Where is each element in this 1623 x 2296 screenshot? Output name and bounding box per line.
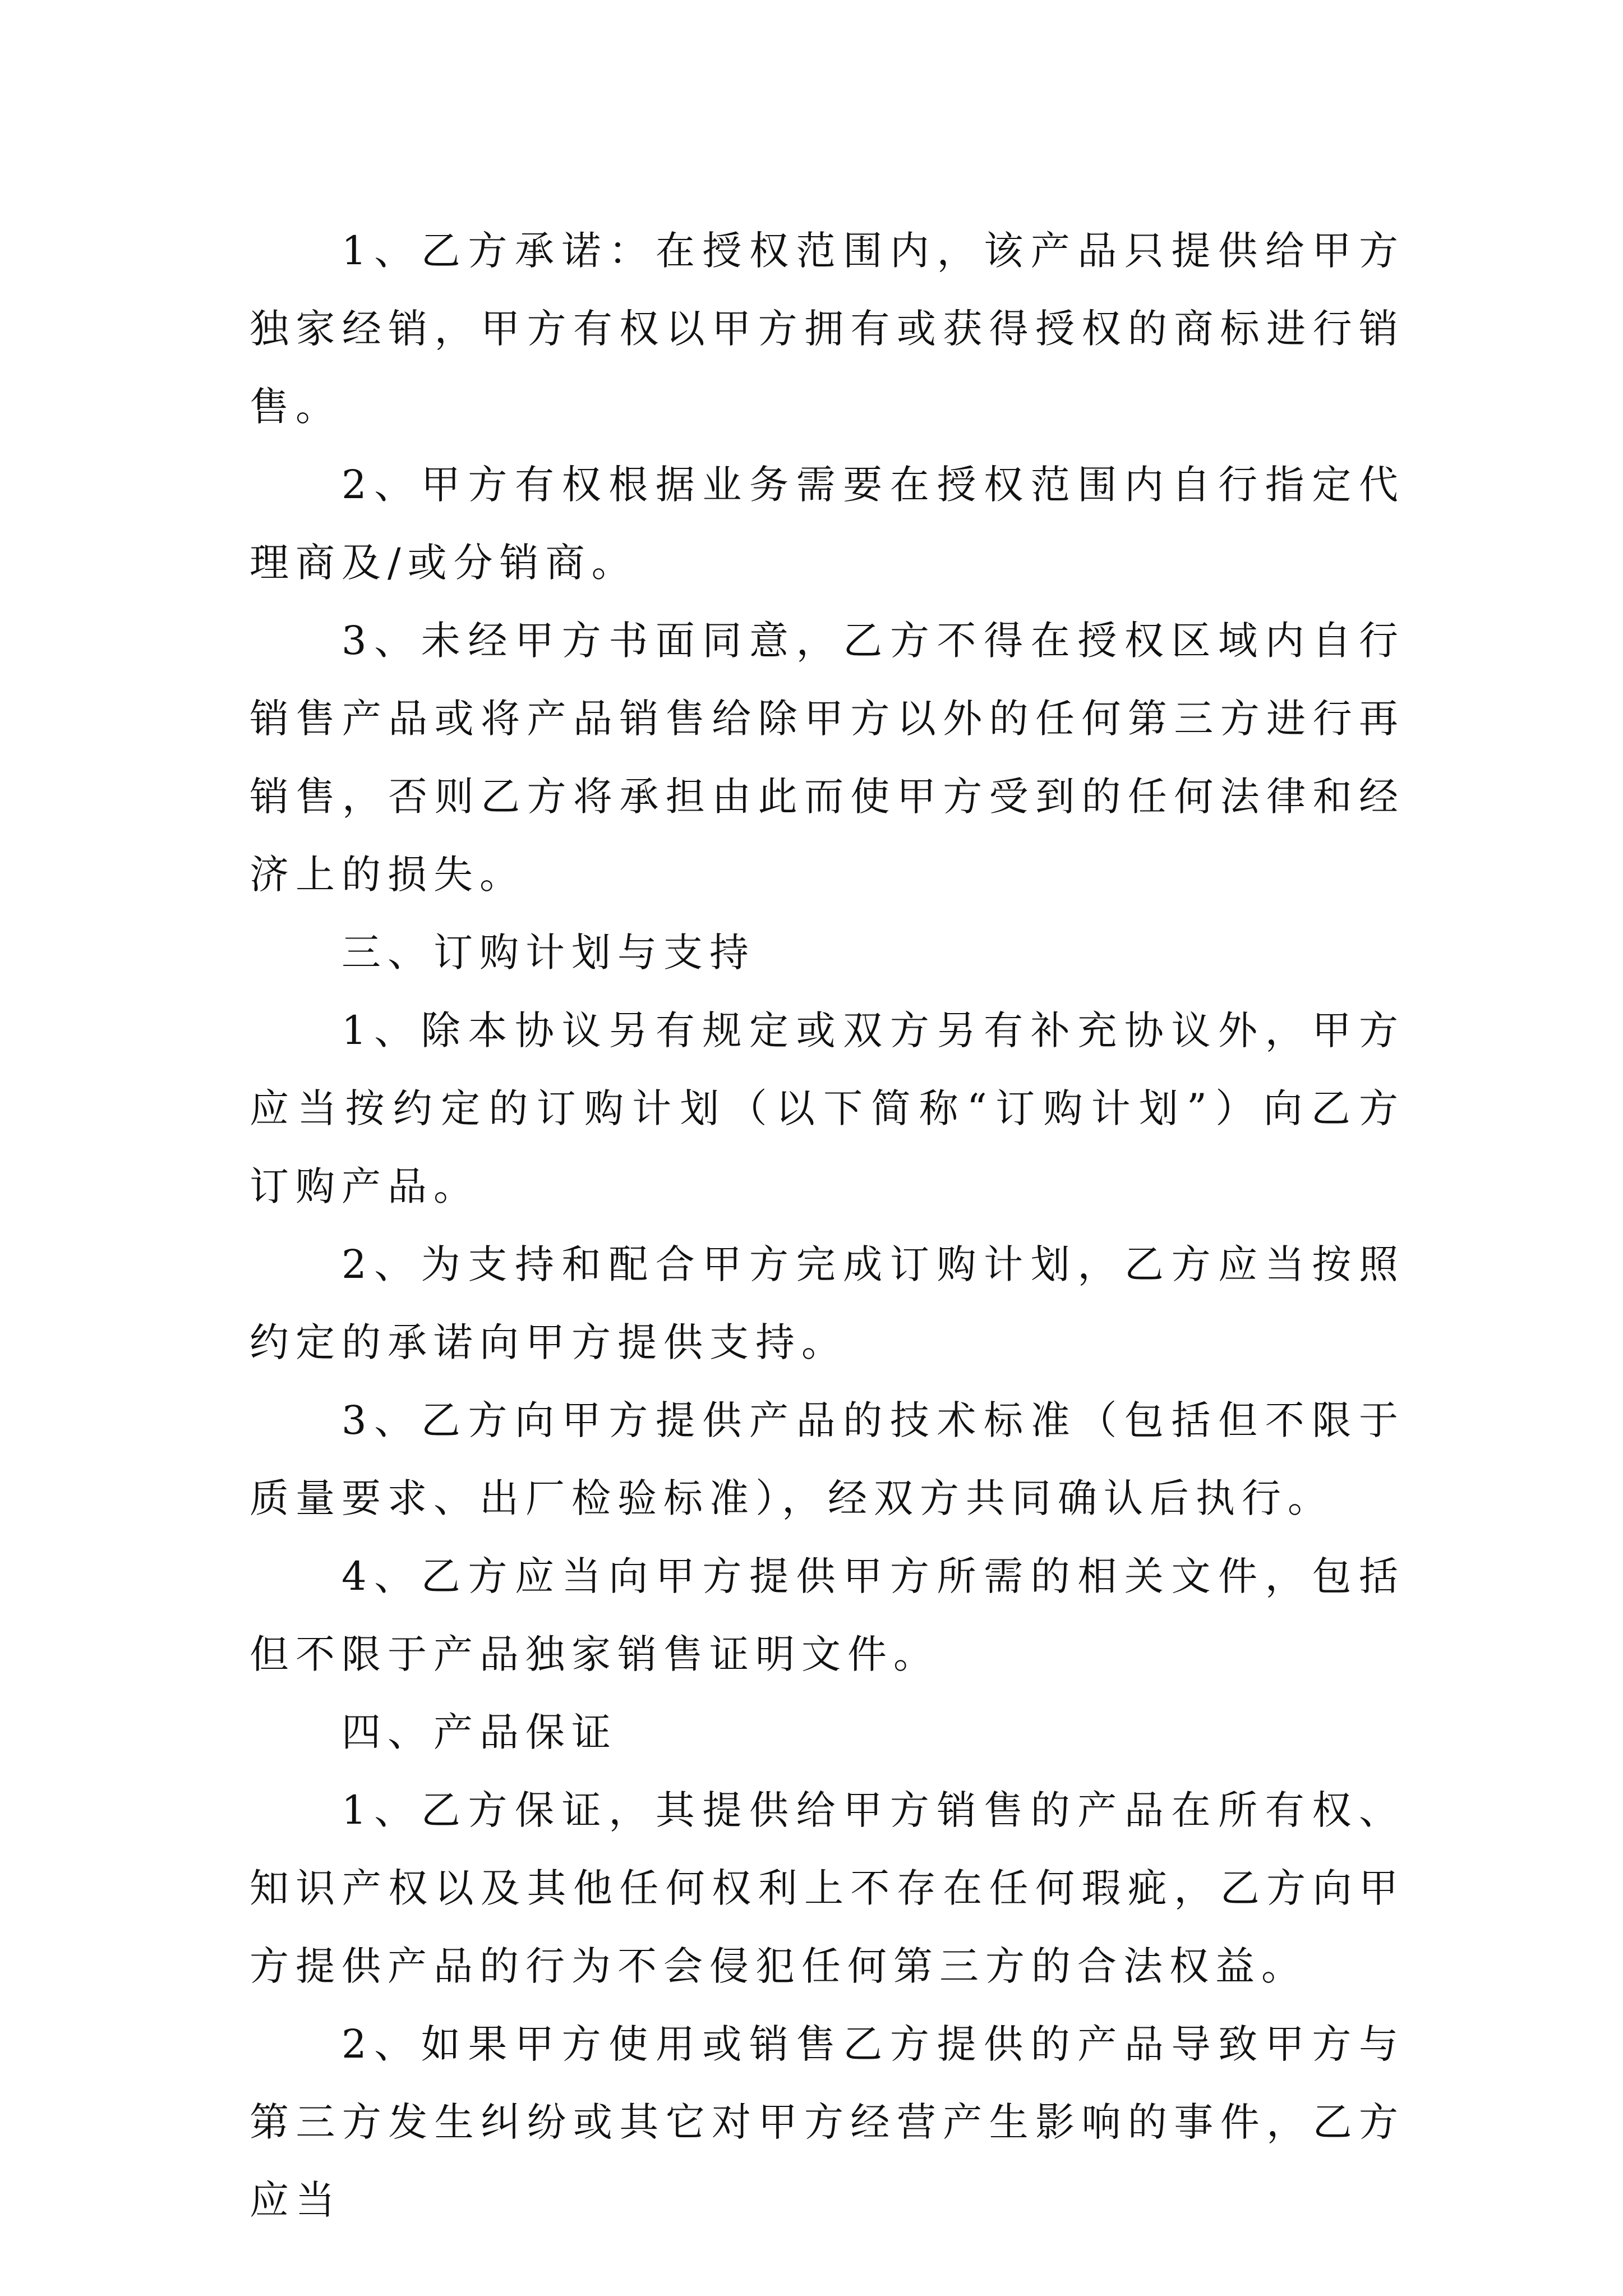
paragraph-support: 2、为支持和配合甲方完成订购计划，乙方应当按照约定的承诺向甲方提供支持。 — [250, 1241, 1405, 1365]
paragraph-documents: 4、乙方应当向甲方提供甲方所需的相关文件，包括但不限于产品独家销售证明文件。 — [250, 1553, 1405, 1677]
section-heading-warranty: 四、产品保证 — [342, 1709, 617, 1755]
document-body — [250, 212, 1405, 2239]
paragraph-rights-warranty: 1、乙方保证，其提供给甲方销售的产品在所有权、知识产权以及其他任何权利上不存在任何瑕疵，乙方向甲方提供产品的行为不会侵犯任何第三方的合法权益。 — [250, 1787, 1405, 1989]
section-heading-ordering: 三、订购计划与支持 — [342, 930, 755, 976]
paragraph-exclusive-supply: 1、乙方承诺：在授权范围内，该产品只提供给甲方独家经销，甲方有权以甲方拥有或获得授权的商标进行销售。 — [250, 228, 1405, 430]
paragraph-no-direct-sales: 3、未经甲方书面同意，乙方不得在授权区域内自行销售产品或将产品销售给除甲方以外的任何第三方进行再销售，否则乙方将承担由此而使甲方受到的任何法律和经济上的损失。 — [250, 618, 1405, 898]
paragraph-agent-appointment: 2、甲方有权根据业务需要在授权范围内自行指定代理商及/或分销商。 — [250, 462, 1405, 586]
paragraph-dispute-liability: 2、如果甲方使用或销售乙方提供的产品导致甲方与第三方发生纠纷或其它对甲方经营产生影响的事件，乙方应当 — [250, 2021, 1405, 2223]
paragraph-order-plan: 1、除本协议另有规定或双方另有补充协议外，甲方应当按约定的订购计划（以下简称“订购计划”）向乙方订购产品。 — [250, 1007, 1405, 1209]
paragraph-technical-standards: 3、乙方向甲方提供产品的技术标准（包括但不限于质量要求、出厂检验标准），经双方共同确认后执行。 — [250, 1397, 1405, 1521]
